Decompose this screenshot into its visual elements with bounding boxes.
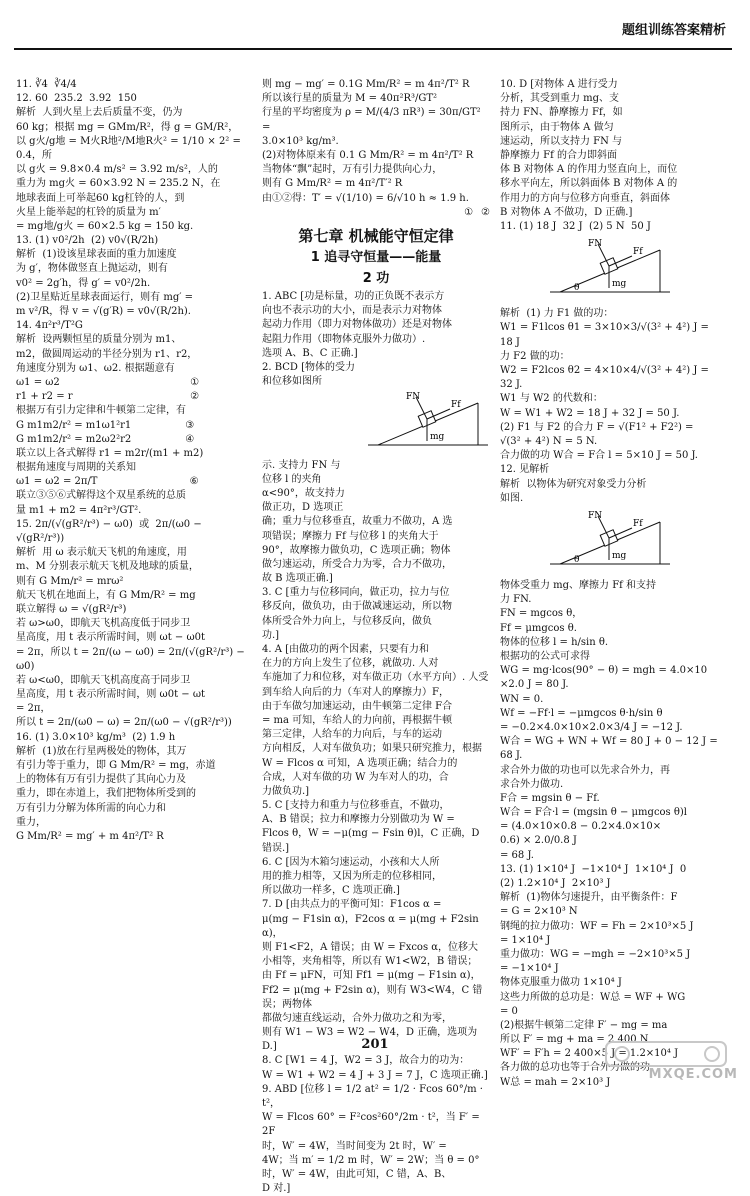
middle-answers-line: 4W；当 m′ = 1/2 m 时，W′ = 2W；当 θ = 0°	[262, 1154, 480, 1166]
middle-answers-line: 移反向，做负功，由于做减速运动，所以物	[262, 601, 452, 613]
left-column-line: G m1m2/r² = m1ω1²r1 ③	[16, 419, 195, 431]
right-column-line: 11. (1) 18 J 32 J (2) 5 N 50 J	[500, 220, 651, 232]
left-column-line: G Mm/R² = mg′ + m 4π²/T² R	[16, 830, 164, 842]
right-column-line: 如图.	[500, 492, 524, 504]
right-column-line: W合 = WG + WN + Wf = 80 J + 0 − 12 J =	[500, 736, 718, 748]
label-mg: mg	[430, 432, 445, 443]
right-column-line: 12. 见解析	[500, 464, 550, 476]
right-column-line: W合 = F合·l = (mgsin θ − μmgcos θ)l	[500, 807, 687, 819]
right-column-line: 体 B 对物体 A 的作用力竖直向上，而位	[500, 164, 678, 176]
right-column-line: 解析 (1) 力 F1 做的功：	[500, 308, 614, 320]
left-column	[16, 78, 252, 1028]
right-column-line: W2 = F2lcos θ2 = 4×10×4/√(3² + 4²) J =	[500, 365, 709, 376]
middle-answers-line: 由 Ff = μFN，可知 Ff1 = μ(mg − F1sin α)，	[262, 970, 481, 982]
left-column-line: 火星上能举起的杠铃的质量为 m′	[16, 206, 161, 218]
left-column-line: = 2π，所以 t = 2π/(ω − ω0) = 2π/(√(gR²/r³) − ω0)	[16, 646, 248, 672]
middle-answers-line: 4. A [由做功的两个因素，只要有力和	[262, 644, 430, 656]
right-column-line: 各力做的总功也等于合外力做的功	[500, 1062, 650, 1074]
left-column-line: r1 + r2 = r ②	[16, 391, 200, 403]
middle-answers-line: 3. C [重力与位移同向，做正功，拉力与位	[262, 587, 450, 599]
right-column-line: 18 J	[500, 336, 520, 348]
fig10-diagram	[540, 236, 680, 300]
left-column-line: 解析 用 ω 表示航天飞机的角速度，用	[16, 547, 187, 559]
middle-answers-line: D 对.]	[262, 1183, 291, 1195]
middle-answers-line: 方向相反，人对车做负功；如果只研究推力，根据	[262, 743, 482, 755]
middle-answers-line: 由于车做匀加速运动，由牛顿第二定律 F合	[262, 700, 453, 712]
chapter-title: 第七章 机械能守恒定律	[298, 226, 454, 245]
right-column-line: W总 = mah = 2×10³ J	[500, 1076, 611, 1088]
middle-answers-line: 小相等，夹角相等，所以有 W1<W2，B 错误；	[262, 956, 478, 968]
middle-answers-line: 7. D [由共点力的平衡可知：F1cos α =	[262, 899, 442, 911]
middle-answers-line: 力做负功.]	[262, 785, 310, 797]
right-column-line: = (4.0×10×0.8 − 0.2×4.0×10×	[500, 821, 662, 833]
left-column-line: 若 ω<ω0，即航天飞机高度高于同步卫	[16, 674, 191, 686]
left-column-line: 联立③⑤⑥式解得这个双星系统的总质	[16, 490, 186, 502]
middle-answers-line: A、B 错误；拉力和摩擦力分别做功为 W =	[262, 814, 455, 826]
middle-answers-line: Ff2 = μ(mg + F2sin α)，则有 W3<W4，C 错误；两物体	[262, 984, 483, 1010]
right-column-line: 物体受重力 mg、摩擦力 Ff 和支持	[500, 580, 657, 592]
middle-column-line: (2)对物体原来有 0.1 G Mm/R² = m 4π²/T² R	[262, 149, 474, 161]
middle-column-line: 行星的平均密度为 ρ = M/(4/3 πR³) = 30π/GT² =	[262, 107, 484, 133]
page-header	[14, 14, 732, 50]
equation-marker: ①	[464, 206, 474, 218]
middle-column-line: 所以该行星的质量为 M = 40π²R³/GT²	[262, 93, 438, 105]
middle-answers-line: 时，W′ = 4W，由此可知，C 错，A、B、	[262, 1168, 452, 1180]
right-column-line: WN = 0.	[500, 693, 544, 705]
middle-answers-line: 用的推力相等，又因为所走的位移相同，	[262, 871, 442, 883]
right-column-line: = 68 J.	[500, 849, 534, 861]
middle-answers-line: 合成，人对车做的功 W 为车对人的功，合	[262, 771, 449, 783]
figure	[540, 236, 736, 305]
right-column-line: 根据功的公式可求得	[500, 651, 590, 662]
middle-answers-line: 错误.]	[262, 842, 290, 854]
middle-answers-line: 则 F1<F2，A 错误；由 W = Fxcos α，位移大	[262, 941, 479, 953]
right-column-line: ×2.0 J = 80 J.	[500, 679, 569, 691]
middle-answers-line: = ma 可知，车给人的力向前，再根据牛顿	[262, 714, 453, 726]
right-column-line: 0.6) × 2.0/0.8 J	[500, 835, 577, 847]
right-column-line: 速运动，所以支持力 FN 与	[500, 135, 623, 147]
figure	[540, 508, 736, 577]
right-column-line: 力 FN.	[500, 594, 532, 606]
middle-answers-line: 起动力作用（即力对物体做功）还是对物体	[262, 319, 452, 331]
middle-answers-line: 和位移如图所	[262, 376, 322, 388]
right-column-line: 图所示，由于物体 A 做匀	[500, 121, 614, 133]
right-column-line: = G = 2×10³ N	[500, 906, 578, 918]
middle-answers-line: D.]	[262, 1041, 277, 1053]
label-mg: mg	[612, 279, 627, 290]
left-column-line: 所以 t = 2π/(ω0 − ω) = 2π/(ω0 − √(gR²/r³))	[16, 717, 232, 729]
label-ff: Ff	[633, 247, 643, 258]
middle-column-line: 3.0×10³ kg/m³.	[262, 135, 339, 147]
section-heading-2: 2 功	[362, 270, 390, 286]
middle-answers-line: 1. ABC [功是标量，功的正负既不表示方	[262, 291, 445, 303]
right-column-line: W1 = F1lcos θ1 = 3×10×3/√(3² + 4²) J =	[500, 322, 709, 334]
left-column-line: 根据角速度与周期的关系知	[16, 462, 136, 474]
left-column-line: 地球表面上可举起60 kg杠铃的人，到	[16, 192, 185, 204]
watermark-text: MXQE.COM	[648, 1066, 738, 1082]
left-column-line: 以 g火 = 9.8×0.4 m/s² = 3.92 m/s²，人的	[16, 164, 218, 176]
right-column-line: 持力 FN、静摩擦力 Ff，如	[500, 107, 623, 119]
left-column-line: 航天飞机在地面上，有 G Mm/R² = mg	[16, 589, 196, 601]
right-column-line: 作用力的方向与位移方向垂直，斜面体	[500, 192, 670, 204]
equation-marker: ②	[481, 206, 490, 218]
middle-answers-line: 都做匀速直线运动，合外力做功之和为零，	[262, 1012, 452, 1024]
right-column-line: (2) F1 与 F2 的合力 F = √(F1² + F2²) =	[500, 421, 694, 433]
middle-answers-line: μ(mg − F1sin α)，F2cos α = μ(mg + F2sin α)，	[262, 913, 482, 939]
middle-answers-line: 项错误；摩擦力 Ff 与位移 l 的夹角大于	[262, 530, 439, 542]
right-column-line: 合力做的功 W合 = F合 l = 5×10 J = 50 J.	[500, 450, 698, 462]
left-column-line: 16. (1) 3.0×10³ kg/m³ (2) 1.9 h	[16, 731, 176, 743]
right-column-line: 移水平向左，所以斜面体 B 对物体 A 的	[500, 178, 678, 190]
middle-column-line: 由①②得：T′ = √(1/10) = 6/√10 h ≈ 1.9 h.	[262, 192, 469, 204]
equation-markers	[262, 206, 490, 220]
left-column-line: m v²/R，得 v = √(g′R) = v0√(R/2h).	[16, 306, 191, 317]
left-column-line: 重力，	[16, 816, 46, 828]
right-column-line: FN = mgcos θ，	[500, 608, 583, 620]
middle-answers-line: W = W1 + W2 = 4 J + 3 J = 7 J，C 选项正确.]	[262, 1069, 488, 1081]
label-ff: Ff	[451, 400, 461, 411]
right-column-line: (2) 1.2×10⁴ J 2×10³ J	[500, 878, 611, 889]
left-column-line: 量 m1 + m2 = 4π²r³/GT².	[16, 504, 142, 516]
left-column-line: 重力，即在赤道上，我们把物体所受到的	[16, 788, 196, 800]
left-column-line: 解析 (1)设该星球表面的重力加速度	[16, 249, 177, 261]
middle-answers-line: 选项 A、B、C 正确.]	[262, 347, 358, 359]
header-title: 题组训练答案精析	[621, 23, 726, 38]
right-column-line: 解析 (1)物体匀速提升，由平衡条件：F	[500, 892, 678, 904]
left-column-line: 12. 60 235.2 3.92 150	[16, 93, 137, 105]
right-column-line: W1 与 W2 的代数和：	[500, 393, 603, 405]
right-column-line: = −0.2×4.0×10×2.0×3/4 J = −12 J.	[500, 721, 683, 733]
middle-answers-line: 2. BCD [物体的受力	[262, 362, 356, 374]
watermark	[592, 1038, 742, 1086]
right-column-line: 13. (1) 1×10⁴ J −1×10⁴ J 1×10⁴ J 0	[500, 863, 687, 875]
right-column-line: 10. D [对物体 A 进行受力	[500, 79, 618, 90]
middle-answers-line: 功.]	[262, 629, 280, 641]
middle-answers-line: W = Flcos 60° = F²cos²60°/2m · t²，当 F′ = 2F	[262, 1112, 483, 1138]
middle-answers-line: 9. ABD [位移 l = 1/2 at² = 1/2 · Fcos 60°/m · t²，	[262, 1083, 487, 1110]
middle-answers-line: W = Flcos α 可知，A 选项正确；结合力的	[262, 757, 458, 769]
right-column-line: 所以 F′ = mg + ma = 2 400 N	[500, 1034, 649, 1046]
left-column-line: (2)卫星贴近星球表面运行，则有 mg′ =	[16, 291, 194, 303]
left-column-line: = mg地/g火 = 60×2.5 kg = 150 kg.	[16, 220, 194, 232]
middle-answers-line: 确；重力与位移垂直，故重力不做功，A 选	[262, 516, 453, 528]
section-heading-1: 1 追寻守恒量——能量	[310, 250, 442, 266]
right-column-line: 求合外力做功.	[500, 778, 564, 790]
fig12-diagram	[540, 508, 680, 572]
label-fn: FN	[588, 510, 603, 521]
middle-answers-line: 在力的方向上发生了位移，就做功. 人对	[262, 658, 439, 670]
left-column-line: 有引力等于重力，即 G Mm/R² = mg，赤道	[16, 760, 216, 771]
right-column-line: = 1×10⁴ J	[500, 934, 551, 946]
right-column-line: (2)根据牛顿第二定律 F′ − mg = ma	[500, 1019, 668, 1031]
label-theta: θ	[574, 283, 580, 294]
label-ff: Ff	[633, 518, 643, 529]
left-column-line: 联立以上各式解得 r1 = m2r/(m1 + m2)	[16, 447, 204, 459]
figure	[358, 389, 490, 458]
left-column-line: G m1m2/r² = m2ω2²r2 ④	[16, 433, 195, 445]
left-column-line: 解析 设两颗恒星的质量分别为 m1、	[16, 334, 182, 346]
right-column-line: 68 J.	[500, 750, 523, 762]
right-column-line: W = W1 + W2 = 18 J + 32 J = 50 J.	[500, 407, 680, 419]
right-column-line: 物体克服重力做功 1×10⁴ J	[500, 977, 622, 989]
middle-answers-line: 位移 l 的夹角	[262, 473, 322, 485]
left-column-line: = 2π，	[16, 703, 51, 715]
right-column-line: Wf = −Ff·l = −μmgcos θ·h/sin θ	[500, 707, 663, 719]
left-column-line: 重力为 mg火 = 60×3.92 N = 235.2 N，在	[16, 178, 221, 190]
left-column-line: 解析 (1)放在行星两极处的物体，其万	[16, 745, 187, 757]
middle-answers-line: 到车给人向后的力（车对人的摩擦力）F，	[262, 686, 449, 698]
middle-answers-line: 示. 支持力 FN 与	[262, 459, 341, 471]
left-column-line: v0² = 2g′h，得 g′ = v0²/2h.	[16, 277, 151, 289]
left-column-line: 解析 人到火星上去后质量不变，仍为	[16, 107, 183, 119]
label-fn: FN	[406, 392, 421, 403]
middle-answers-line: 5. C [支持力和重力与位移垂直，不做功，	[262, 800, 450, 812]
middle-answers-line: 起阻力作用（即物体克服外力做功）.	[262, 333, 426, 345]
fig2-diagram	[358, 389, 498, 453]
middle-answers-line: 第三定律，人给车的力向后，与车的运动	[262, 729, 442, 741]
right-column-line: B 对物体 A 不做功，D 正确.]	[500, 206, 633, 218]
left-column-line: 上的物体有万有引力提供了其向心力及	[16, 774, 186, 786]
right-column-line: 分析，其受到重力 mg、支	[500, 93, 620, 105]
left-column-line: 为 g′，物体做竖直上抛运动，则有	[16, 263, 168, 275]
left-column-line: 14. 4π²r³/T²G	[16, 320, 83, 332]
middle-answers-line: 体所受合外力向上，与位移反向，做负	[262, 615, 432, 627]
right-column-line: 静摩擦力 Ff 的合力即斜面	[500, 149, 617, 161]
left-column-line: 根据万有引力定律和牛顿第二定律，有	[16, 405, 186, 417]
page-number: 201	[361, 1036, 389, 1052]
middle-answers-line: 故 B 选项正确.]	[262, 573, 333, 585]
left-column-line: 星高度，用 t 表示所需时间，则 ωt − ω0t	[16, 632, 205, 644]
right-column-line: 解析 以物体为研究对象受力分析	[500, 478, 647, 490]
middle-answers-line: 做正功，D 选项正	[262, 502, 344, 514]
right-column-line: 物体的位移 l = h/sin θ.	[500, 636, 609, 648]
left-column-line: 角速度分别为 ω1、ω2. 根据题意有	[16, 362, 175, 374]
middle-answers-line: 时，W′ = 4W，当时间变为 2t 时，W′ =	[262, 1140, 447, 1152]
right-column-line: WG = mg·lcos(90° − θ) = mgh = 4.0×10	[500, 665, 708, 677]
right-column-line: 重力做功：WG = −mgh = −2×10³×5 J	[500, 948, 691, 960]
middle-answers-line: α<90°，故支持力	[262, 487, 345, 499]
right-column-line: 求合外力做的功也可以先求合外力，再	[500, 764, 670, 776]
middle-answers-line: 8. C [W1 = 4 J，W2 = 3 J，故合力的功为：	[262, 1055, 470, 1067]
left-column-line: 以 g火/g地 = M火R地²/M地R火² = 1/10 × 2² = 0.4，所	[16, 135, 245, 161]
left-column-line: 联立解得 ω = √(gR²/r³)	[16, 603, 127, 615]
right-column-line: WF′ = F′h = 2 400×5 J = 1.2×10⁴ J	[500, 1048, 679, 1060]
left-column-line: 星高度，用 t 表示所需时间，则 ω0t − ωt	[16, 689, 205, 701]
right-column-line: = 0	[500, 1005, 518, 1017]
left-column-line: 则有 G Mm/r² = mrω²	[16, 575, 124, 587]
right-column-line: √(3² + 4²) N = 5 N.	[500, 435, 598, 447]
right-column-line: Ff = μmgcos θ.	[500, 622, 577, 634]
label-mg: mg	[612, 550, 627, 561]
right-column-line: 这些力所做的总功是：W总 = WF + WG	[500, 991, 686, 1003]
middle-answers-line: 90°，故摩擦力做负功，C 选项正确；物体	[262, 544, 451, 556]
left-column-line: ω1 = ω2 ①	[16, 376, 200, 388]
left-column-line: m、M 分别表示航天飞机及地球的质量，	[16, 561, 199, 573]
right-column-line: = −1×10⁴ J	[500, 963, 559, 975]
left-column-line: m2，做圆周运动的半径分别为 r1、r2，	[16, 348, 198, 360]
middle-answers-line: 车施加了力和位移，对车做正功（水平方向）. 人受	[262, 672, 489, 684]
middle-answers-line: 做匀速运动，所受合力为零，合力不做功，	[262, 558, 452, 570]
middle-column-line: 则 mg − mg′ = 0.1G Mm/R² = m 4π²/T² R	[262, 79, 470, 90]
left-column-line: 11. ∛4 ∛4/4	[16, 79, 77, 90]
left-column-line: 13. (1) v0²/2h (2) v0√(R/2h)	[16, 235, 159, 247]
left-column-line: 万有引力分解为体所需的向心力和	[16, 802, 166, 814]
middle-column-line: 当物体“飘”起时，万有引力提供向心力，	[262, 164, 443, 176]
right-column-line: F合 = mgsin θ − Ff.	[500, 792, 600, 804]
right-column-line: 钢绳的拉力做功：WF = Fh = 2×10³×5 J	[500, 920, 694, 932]
right-column-line: 32 J.	[500, 379, 523, 391]
label-theta: θ	[574, 554, 580, 565]
middle-answers-line: 则有 W1 − W3 = W2 − W4，D 正确，选项为	[262, 1027, 478, 1039]
middle-answers-line: 6. C [因为木箱匀速运动，小孩和大人所	[262, 856, 440, 868]
label-fn: FN	[588, 239, 603, 250]
middle-column-line: 则有 G Mm/R² = m 4π²/T′² R	[262, 178, 403, 190]
middle-answers-line: Flcos θ，W = −μ(mg − Fsin θ)l，C 正确，D	[262, 828, 480, 840]
right-column-line: 力 F2 做的功：	[500, 350, 570, 362]
left-column-line: 60 kg；根据 mg = GMm/R²，得 g = GM/R²，	[16, 121, 239, 133]
middle-answers-line: 所以做功一样多，C 选项正确.]	[262, 885, 400, 897]
left-column-line: 若 ω>ω0，即航天飞机高度低于同步卫	[16, 618, 191, 630]
left-column-line: ω1 = ω2 = 2π/T ⑥	[16, 476, 199, 488]
left-column-line: 15. 2π/(√(gR²/r³) − ω0) 或 2π/(ω0 − √(gR²/r³))	[16, 518, 205, 544]
middle-answers-line: 向也不表示功的大小，而是表示力对物体	[262, 305, 442, 317]
